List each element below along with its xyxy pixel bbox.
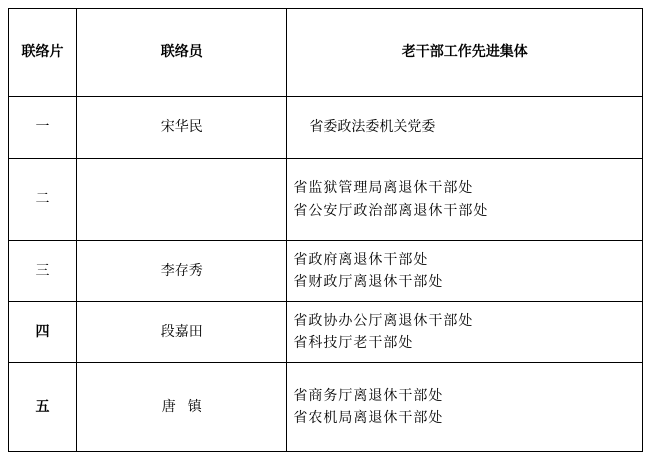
header-units: 老干部工作先进集体 [287, 9, 643, 97]
table-row [9, 302, 643, 363]
unit-name: 省商务厅离退休干部处 [293, 387, 444, 404]
header-liaison: 联络员 [77, 9, 287, 97]
zone-cell: 五 [9, 363, 77, 452]
unit-name: 省委政法委机关党委 [309, 119, 436, 136]
unit-name: 省农机局离退休干部处 [293, 410, 444, 426]
liaison-table [8, 8, 643, 452]
units-cell [287, 159, 643, 241]
zone-cell: 二 [9, 159, 77, 241]
unit-name: 省政府离退休干部处 [293, 251, 429, 268]
unit-name: 省公安厅政治部离退休干部处 [293, 202, 489, 219]
liaison-cell: 段嘉田 [77, 302, 287, 363]
units-cell [287, 241, 643, 302]
table-row [9, 97, 643, 159]
table-row [9, 159, 643, 241]
liaison-cell [77, 159, 287, 241]
unit-name: 省科技厅老干部处 [293, 335, 414, 351]
unit-name: 省监狱管理局离退休干部处 [293, 180, 474, 197]
units-cell [287, 302, 643, 363]
zone-cell: 三 [9, 241, 77, 302]
table-header-row [9, 9, 643, 97]
unit-name: 省财政厅离退休干部处 [293, 274, 444, 290]
liaison-cell: 李存秀 [77, 241, 287, 302]
units-cell [287, 363, 643, 452]
table-row [9, 241, 643, 302]
table-row [9, 363, 643, 452]
unit-name: 省政协办公厅离退休干部处 [293, 312, 474, 329]
zone-cell: 一 [9, 97, 77, 159]
zone-cell: 四 [9, 302, 77, 363]
liaison-cell: 宋华民 [77, 97, 287, 159]
units-cell [287, 97, 643, 159]
header-zone: 联络片 [9, 9, 77, 97]
liaison-cell: 唐镇 [77, 363, 287, 452]
